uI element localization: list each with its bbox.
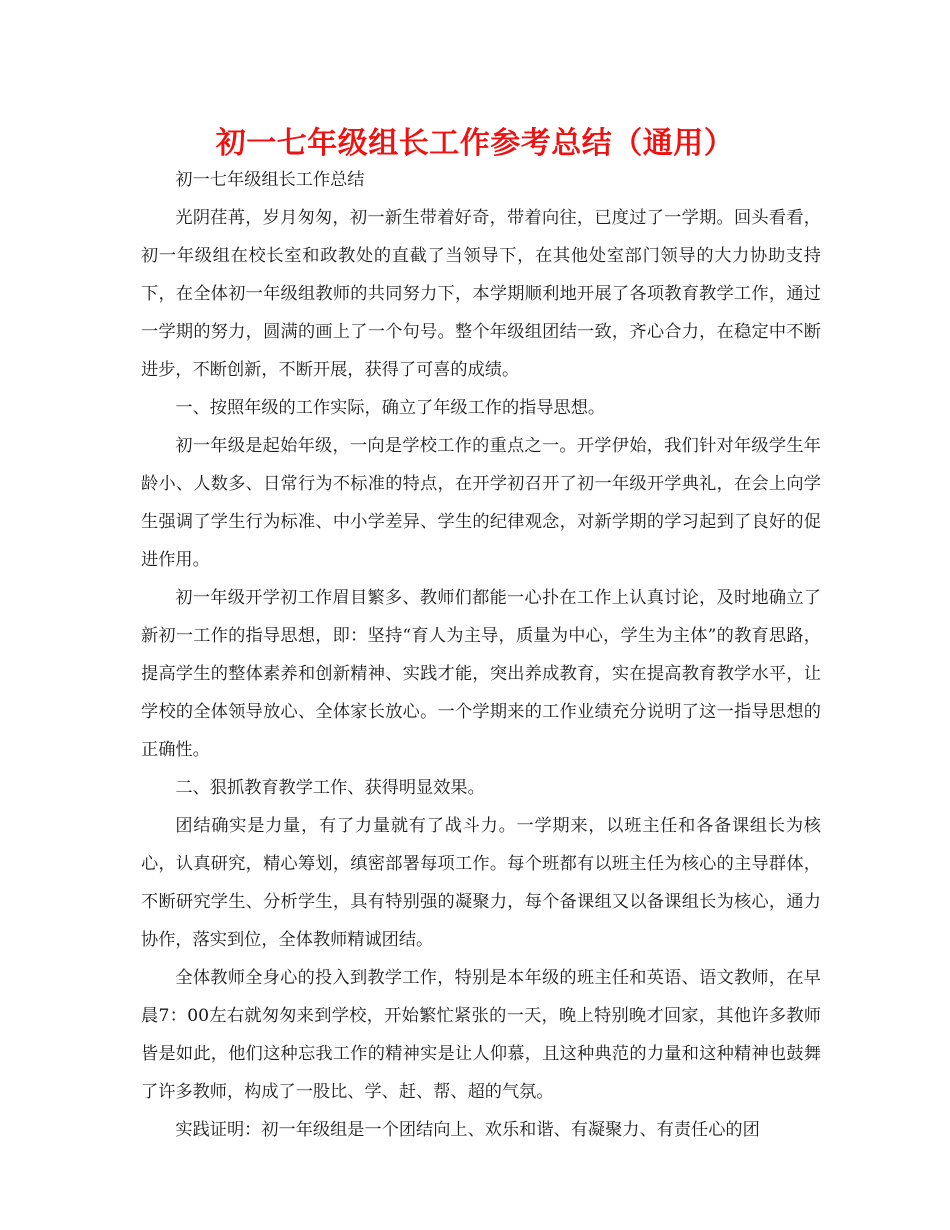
- document-title: 初一七年级组长工作参考总结（通用）: [215, 126, 735, 161]
- paragraph-subtitle: 初一七年级组长工作总结: [175, 170, 365, 190]
- paragraph: 初一年级开学初工作眉目繁多、教师们都能一心扑在工作上认真讨论，及时地确立了新初一工作的指导思想，即：坚持“育人为主导，质量为中心，学生为主体”的教育思路，提高学生的整体素养和创新精神、实践才能，突出养成教育，实在提高教育教学水平，让学校的全体领导放心、全体家长放心。一个学期来的工作业绩充分说明了这一指导思想的正确性。: [141, 588, 821, 760]
- section-heading-two: 二、狠抓教育教学工作、获得明显效果。: [175, 778, 485, 798]
- document-body: [141, 161, 821, 1149]
- section-heading-one: 一、按照年级的工作实际，确立了年级工作的指导思想。: [175, 398, 606, 418]
- paragraph: 团结确实是力量，有了力量就有了战斗力。一学期来，以班主任和各备课组长为核心，认真研究，精心筹划，缜密部署每项工作。每个班都有以班主任为核心的主导群体，不断研究学生、分析学生，具有特别强的凝聚力，每个备课组又以备课组长为核心，通力协作，落实到位，全体教师精诚团结。: [141, 816, 821, 950]
- paragraph-intro: 光阴荏苒，岁月匆匆，初一新生带着好奇，带着向往，已度过了一学期。回头看看，初一年级组在校长室和政教处的直截了当领导下，在其他处室部门领导的大力协助支持下，在全体初一年级组教师的共同努力下，本学期顺利地开展了各项教育教学工作，通过一学期的努力，圆满的画上了一个句号。整个年级组团结一致，齐心合力，在稳定中不断进步，不断创新，不断开展，获得了可喜的成绩。: [141, 208, 821, 380]
- paragraph-truncated: 实践证明：初一年级组是一个团结向上、欢乐和谐、有凝聚力、有责任心的团: [175, 1120, 760, 1140]
- paragraph: 全体教师全身心的投入到教学工作，特别是本年级的班主任和英语、语文教师，在早晨7：00左右就匆匆来到学校，开始繁忙紧张的一天，晚上特别晚才回家，其他许多教师皆是如此，他们这种忘我工作的精神实是让人仰慕，且这种典范的力量和这种精神也鼓舞了许多教师，构成了一股比、学、赶、帮、超的气氛。: [141, 968, 821, 1102]
- paragraph: 初一年级是起始年级，一向是学校工作的重点之一。开学伊始，我们针对年级学生年龄小、人数多、日常行为不标准的特点，在开学初召开了初一年级开学典礼，在会上向学生强调了学生行为标准、中小学差异、学生的纪律观念，对新学期的学习起到了良好的促进作用。: [141, 436, 821, 570]
